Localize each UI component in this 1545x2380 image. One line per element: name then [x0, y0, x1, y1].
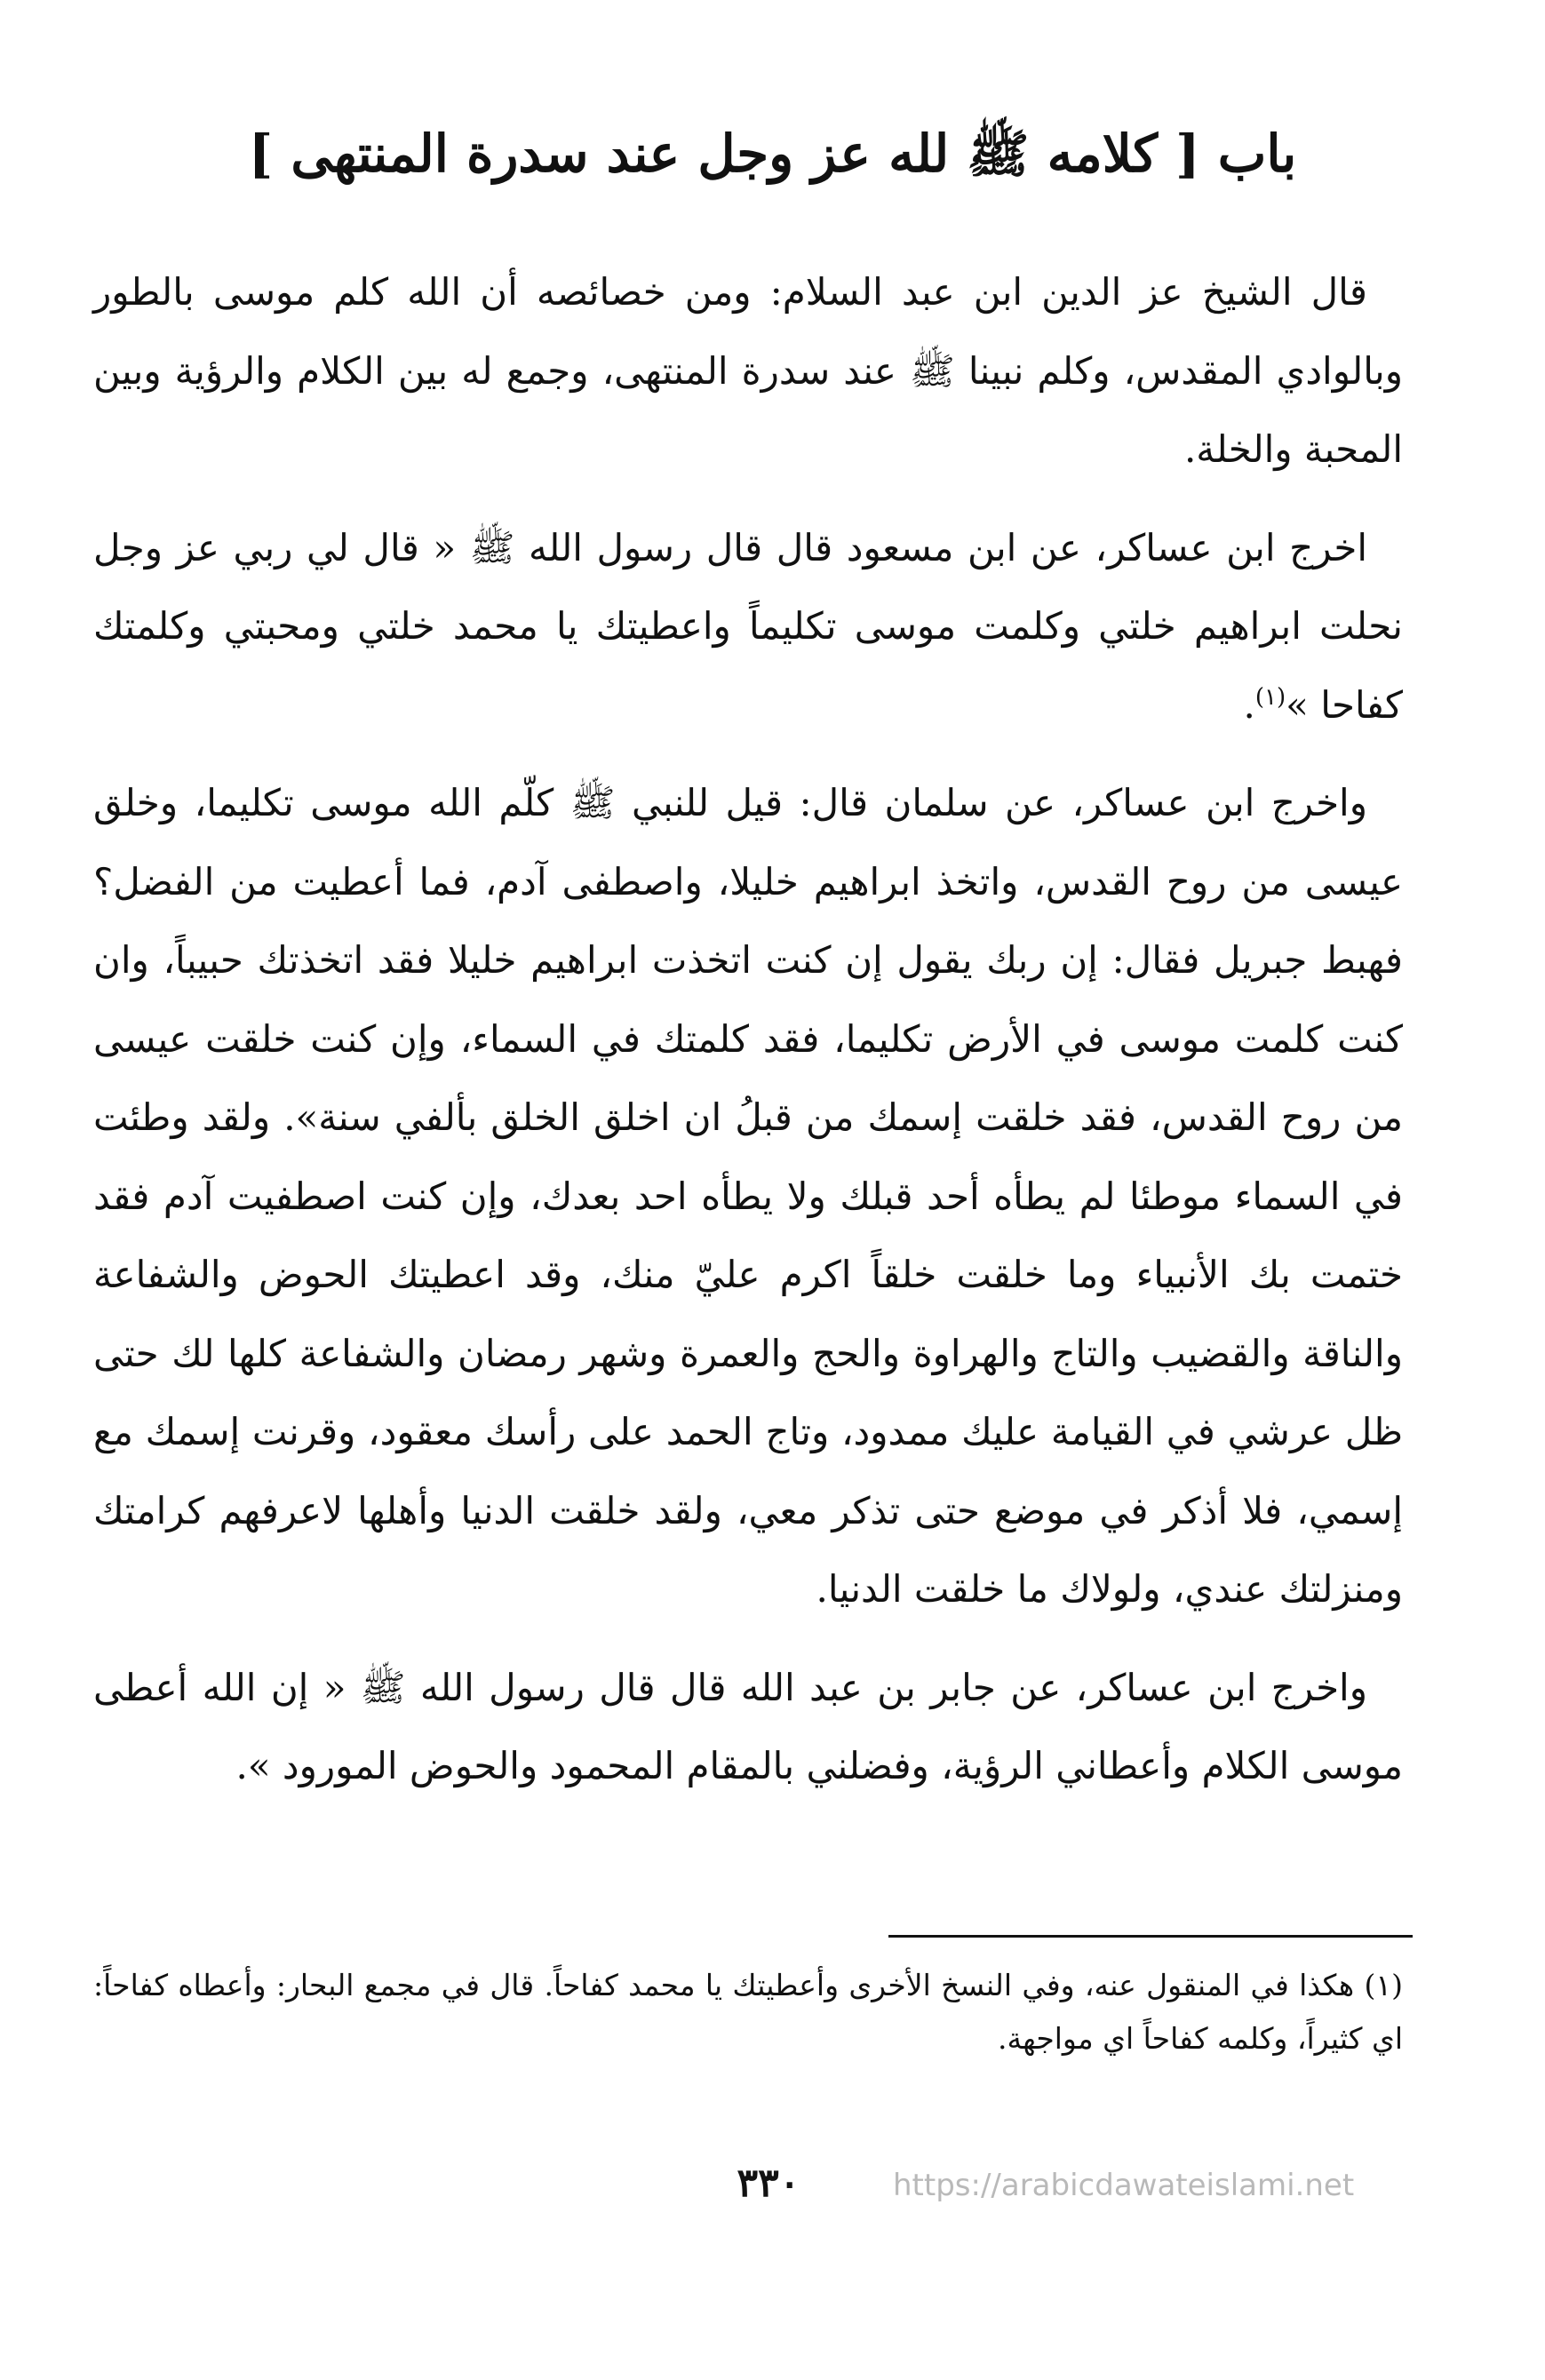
page-number: ٣٣٠	[737, 2161, 800, 2206]
paragraph-2-text: اخرج ابن عساكر، عن ابن مسعود قال قال رسول الله ﷺ « قال لي ربي عز وجل نحلت ابراهيم خلتي وكلمت موسى تكليماً واعطيتك يا محمد خلتي ومحبتي وكلمتك كفاحا »	[93, 525, 1403, 727]
footnote-marker[interactable]: (١)	[1254, 683, 1286, 711]
watermark-url: https://arabicdawateislami.net	[893, 2168, 1355, 2203]
paragraph-4: واخرج ابن عساكر، عن جابر بن عبد الله قال قال رسول الله ﷺ « إن الله أعطى موسى الكلام وأعطاني الرؤية، وفضلني بالمقام المحمود والحوض المورود ».	[93, 1665, 1403, 1787]
body-text	[93, 253, 1403, 1826]
footnote-divider	[888, 1935, 1413, 1938]
paragraph-3: واخرج ابن عساكر، عن سلمان قال: قيل للنبي ﷺ كلّم الله موسى تكليما، وخلق عيسى من روح القدس، واتخذ ابراهيم خليلا، واصطفى آدم، فما أعطيت من الفضل؟ فهبط جبريل فقال: إن ربك يقول إن كنت اتخذت ابراهيم خليلا فقد اتخذتك حبيباً، وان كنت كلمت موسى في الأرض تكليما، فقد كلمتك في السماء، وإن كنت خلقت عيسى من روح القدس، فقد خلقت إسمك من قبلُ ان اخلق الخلق بألفي سنة». ولقد وطئت في السماء موطئا لم يطأه أحد قبلك ولا يطأه احد بعدك، وإن كنت اصطفيت آدم فقد ختمت بك الأنبياء وما خلقت خلقاً اكرم عليّ منك، وقد اعطيتك الحوض والشفاعة والناقة والقضيب والتاج والهراوة والحج والعمرة وشهر رمضان والشفاعة كلها لك حتى ظل عرشي في القيامة عليك ممدود، وتاج الحمد على رأسك معقود، وقرنت إسمك مع إسمي، فلا أذكر في موضع حتى تذكر معي، ولقد خلقت الدنيا وأهلها لاعرفهم كرامتك ومنزلتك عندي، ولولاك ما خلقت الدنيا.	[93, 781, 1403, 1611]
footnote: (١) هكذا في المنقول عنه، وفي النسخ الأخرى وأعطيتك يا محمد كفاحاً. قال في مجمع البحار: وأعطاه كفاحاً: اي كثيراً، وكلمه كفاحاً اي مواجهة.	[93, 1968, 1403, 2056]
paragraph-1: قال الشيخ عز الدين ابن عبد السلام: ومن خصائصه أن الله كلم موسى بالطور وبالوادي المقدس، وكلم نبينا ﷺ عند سدرة المنتهى، وجمع له بين الكلام والرؤية وبين المحبة والخلة.	[93, 270, 1403, 471]
chapter-title: باب [ كلامه ﷺ لله عز وجل عند سدرة المنتهى ]	[248, 123, 1297, 184]
paragraph-2: اخرج ابن عساكر، عن ابن مسعود قال قال رسول الله ﷺ « قال لي ربي عز وجل نحلت ابراهيم خلتي وكلمت موسى تكليماً واعطيتك يا محمد خلتي ومحبتي وكلمتك كفاحا »$^{(١)}$.	[93, 525, 1403, 727]
